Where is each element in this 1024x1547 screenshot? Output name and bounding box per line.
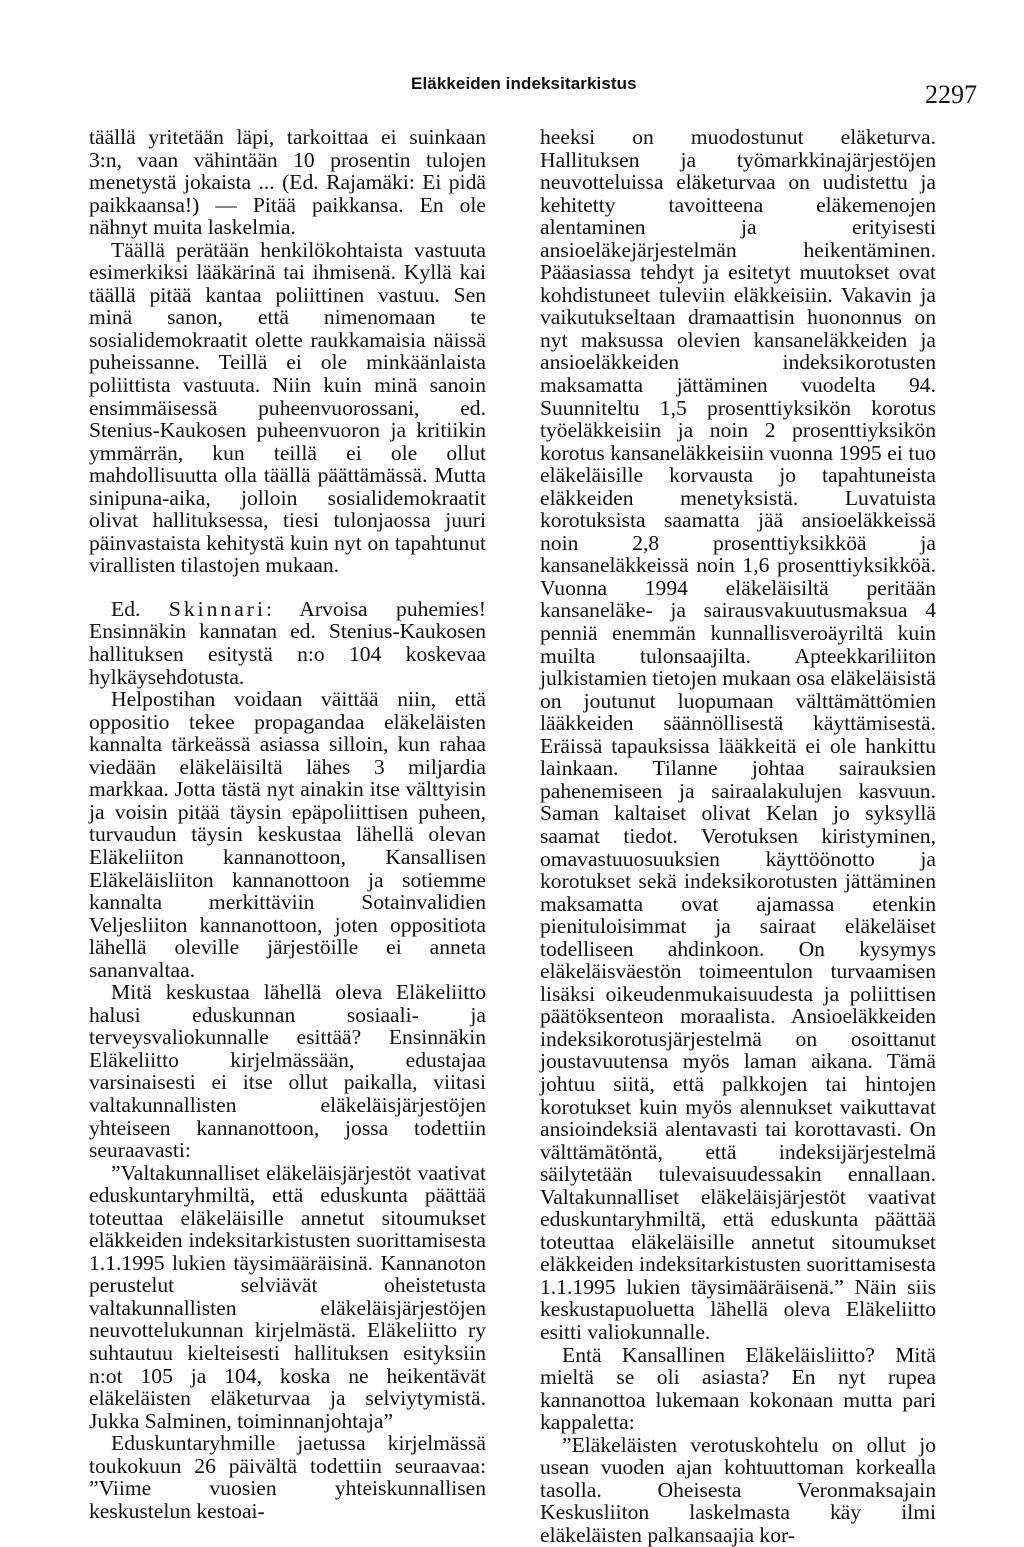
left-paragraph-2: Täällä perätään henkilökohtaista vastuuta esimerkiksi lääkärinä tai ihmisenä. Kyllä kai täällä pitää kantaa poliittinen vastuu. Sen minä sanon, että nimenomaan te sosialidemokraatit olette raukkamaisia näissä puheissanne. Teillä ei ole minkäänlaista poliittista vastuuta. Niin kuin minä sanoin ensimmäisessä puheenvuorossani, ed. Stenius-Kaukosen puheenvuoron ja kritiikin ymmärrän, kun teillä ei ole ollut mahdollisuutta olla täällä päättämässä. Mutta sinipuna-aika, jolloin sosialidemokraatit olivat hallituksessa, tiesi tulonjaossa juuri päinvastaista kehitystä kuin nyt on tapahtunut virallisten tilastojen mukaan. bbox=[89, 237, 486, 578]
right-paragraph-2: Entä Kansallinen Eläkeläisliitto? Mitä mieltä se oli asiasta? En nyt rupea kannanottoa lukemaan kokonaan mutta pari kappaletta: bbox=[540, 1342, 936, 1435]
speaker-text: : Arvoisa puhemies! Ensinnäkin kannatan ed. Stenius-Kaukosen hallituksen esitystä n:o 104 koskevaa hylkäysehdotusta. bbox=[89, 596, 486, 689]
right-column bbox=[540, 126, 936, 1546]
left-paragraph-7: Eduskuntaryhmille jaetussa kirjelmässä toukokuun 26 päivältä todettiin seuraavaa: ”Viime vuosien yhteiskunnallisen keskustelun kestoai- bbox=[89, 1431, 486, 1523]
speaker-paragraph bbox=[89, 598, 486, 688]
page-number: 2297 bbox=[925, 80, 977, 109]
speaker-name: Skinnari bbox=[168, 596, 267, 621]
left-column bbox=[89, 126, 486, 1522]
running-header bbox=[0, 74, 1024, 109]
left-paragraph-1: täällä yritetään läpi, tarkoittaa ei suinkaan 3:n, vaan vähintään 10 prosentin tulojen menetystä jokaista ... (Ed. Rajamäki: Ei pidä paikkaansa!) — Pitää paikkansa. En ole nähnyt muita laskelmia. bbox=[89, 125, 486, 240]
left-paragraph-4: Helpostihan voidaan väittää niin, että oppositio tekee propagandaa eläkeläisten kannalta tärkeässä asiassa silloin, kun rahaa viedään eläkeläisiltä lähes 3 miljardia markkaa. Jotta tästä nyt ainakin itse välttyisin ja voisin pitää täysin epäpoliittisen puheen, turvaudun täysin keskustaa lähellä olevan Eläkeliiton kannanottoon, Kansallisen Eläkeläisliiton kannanottoon ja sotiemme kannalta merkittäviin Sotainvalidien Veljesliiton kannanottoon, joten oppositiota lähellä oleville järjestöille ei anneta sananvaltaa. bbox=[89, 687, 486, 982]
right-paragraph-1: heeksi on muodostunut eläketurva. Hallituksen ja työmarkkinajärjestöjen neuvotteluissa eläketurvaa on uudistettu ja kehitetty tavoitteena eläkemenojen alentaminen ja erityisesti ansioeläkejärjestelmän heikentäminen. Pääasiassa tehdyt ja esitetyt muutokset ovat kohdistuneet tuleviin eläkkeisiin. Vakavin ja vaikutukseltaan dramaattisin huononnus on nyt maksussa olevien kansaneläkkeiden ja ansioeläkkeiden indeksikorotusten maksamatta jättäminen vuodelta 94. Suunniteltu 1,5 prosenttiyksikön korotus työeläkkeisiin ja noin 2 prosenttiyksikön korotus kansaneläkkeisiin vuonna 1995 ei tuo eläkeläisille korvausta jo tapahtuneista eläkkeiden menetyksistä. Luvatuista korotuksista saamatta jää ansioeläkkeissä noin 2,8 prosenttiyksikköä ja kansaneläkkeissä noin 1,6 prosenttiyksikköä. Vuonna 1994 eläkeläisiltä peritään kansaneläke- ja sairausvakuutusmaksua 4 penniä enemmän kunnallisveroäyriltä kuin muilta tulonsaajilta. Apteekkariliiton julkistamien tietojen mukaan osa eläkeläisistä on joutunut luopumaan välttämättömien lääkkeiden säännöllisestä käyttämisestä. Eräissä tapauksissa lääkkeitä ei ole hankittu lainkaan. Tilanne johtaa sairauksien pahenemiseen ja sairaalakulujen kasvuun. Saman kaltaiset olivat Kelan jo syksyllä saamat tiedot. Verotuksen kiristyminen, omavastuuosuuksien käyttöönotto ja korotukset sekä indeksikorotusten jättäminen maksamatta ovat ajamassa etenkin pienituloisimmat ja sairaat eläkeläiset todelliseen ahdinkoon. On kysymys eläkeläisväestön toimeentulon turvaamisen lisäksi oikeudenmukaisuudesta ja poliittisen päätöksenteon moraalista. Ansioeläkkeiden indeksikorotusjärjestelmä on osoittanut joustavuutensa myös laman aikana. Tämä johtuu siitä, että palkkojen tai hintojen korotukset kuin myös alennukset vaikuttavat ansioindeksiä alentavasti tai korottavasti. On välttämätöntä, että indeksijärjestelmä säilytetään tulevaisuudessakin ennallaan. Valtakunnalliset eläkeläisjärjestöt vaativat eduskuntaryhmiltä, että eduskunta päättää toteuttaa eläkeläisille annetut sitoumukset eläkkeiden indeksitarkistusten suorittamisesta 1.1.1995 lukien täysimääräisenä.” Näin siis keskustapuoluetta lähellä oleva Eläkeliitto esitti valiokunnalle. bbox=[540, 125, 936, 1344]
left-quote-paragraph: ”Valtakunnalliset eläkeläisjärjestöt vaativat eduskuntaryhmiltä, että eduskunta päättää toteuttaa eläkeläisille annetut sitoumukset eläkkeiden indeksitarkistusten suorittamisesta 1.1.1995 lukien täysimääräisinä. Kannanoton perustelut selviävät oheistetusta valtakunnallisten eläkeläisjärjestöjen neuvottelukunnan kirjelmästä. Eläkeliitto ry suhtautuu kielteisesti hallituksen esityksiin n:ot 105 ja 104, koska ne heikentävät eläkeläisten eläketurvaa ja selviytymistä. Jukka Salminen, toiminnanjohtaja” bbox=[89, 1160, 486, 1433]
right-quote-paragraph: ”Eläkeläisten verotuskohtelu on ollut jo usean vuoden ajan kohtuuttoman korkealla tasolla. Oheisesta Veronmaksajain Keskusliiton laskelmasta käy ilmi eläkeläisten palkansaajia kor- bbox=[540, 1432, 936, 1547]
speaker-prefix: Ed. bbox=[111, 596, 169, 621]
left-paragraph-5: Mitä keskustaa lähellä oleva Eläkeliitto halusi eduskunnan sosiaali- ja terveysvaliokunnalle esittää? Ensinnäkin Eläkeliitto kirjelmässään, edustajaa varsinaisesti ei itse ollut paikalla, viitasi valtakunnallisten eläkeläisjärjestöjen yhteiseen kannanottoon, jossa todettiin seuraavasti: bbox=[89, 980, 486, 1163]
running-header-title: Eläkkeiden indeksitarkistus bbox=[411, 74, 637, 93]
